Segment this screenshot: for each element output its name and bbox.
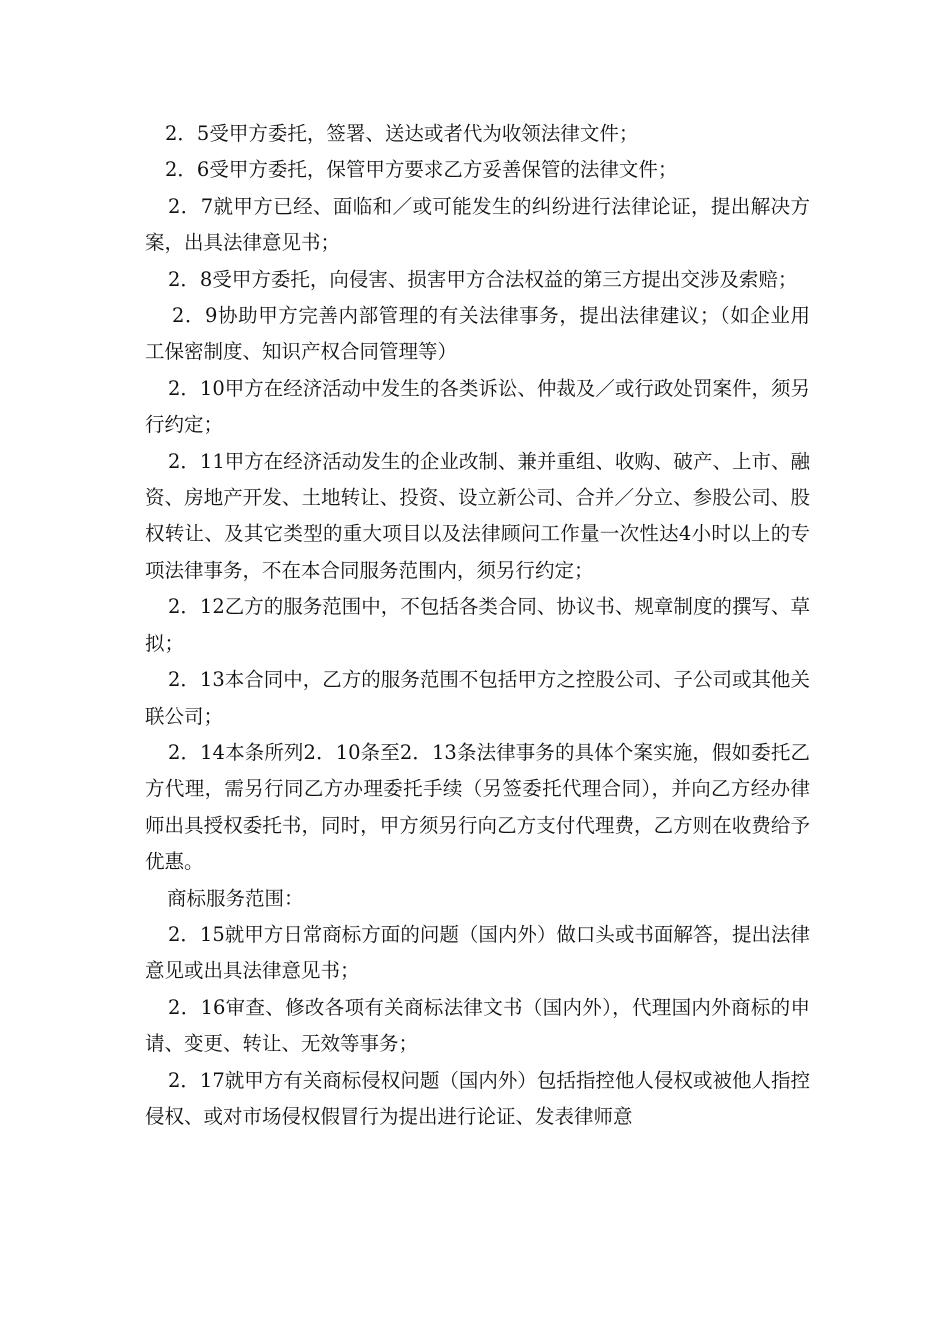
clause-2-12: 2．12乙方的服务范围中，不包括各类合同、协议书、规章制度的撰写、草拟； xyxy=(145,595,810,655)
clause-2-7: 2．7就甲方已经、面临和／或可能发生的纠纷进行法律论证，提出解决方案，出具法律意见书； xyxy=(145,194,810,255)
clause-2-8: 2．8受甲方委托，向侵害、损害甲方合法权益的第三方提出交涉及索赔； xyxy=(168,267,798,291)
clause-2-9: 2．9协助甲方完善内部管理的有关法律事务，提出法律建议；（如企业用工保密制度、知识产权合同管理等） xyxy=(145,304,810,364)
clause-2-5: 2．5受甲方委托，签署、送达或者代为收领法律文件； xyxy=(165,122,639,145)
clause-2-17: 2．17就甲方有关商标侵权问题（国内外）包括指控他人侵权或被他人指控侵权、或对市场侵权假冒行为提出进行论证、发表律师意 xyxy=(145,1068,810,1128)
document-body xyxy=(145,116,810,1135)
clause-2-14: 2．14本条所列2．10条至2．13条法律事务的具体个案实施，假如委托乙方代理，需另行同乙方办理委托手续（另签委托代理合同），并向乙方经办律师出具授权委托书，同时，甲方须另行向乙方支付代理费，乙方则在收费给予优惠。 xyxy=(145,740,810,874)
clause-2-13: 2．13本合同中，乙方的服务范围不包括甲方之控股公司、子公司或其他关联公司； xyxy=(145,668,810,728)
clause-2-15: 2．15就甲方日常商标方面的问题（国内外）做口头或书面解答，提出法律意见或出具法律意见书； xyxy=(145,922,810,983)
clause-2-16: 2．16审查、修改各项有关商标法律文书（国内外），代理国内外商标的申请、变更、转让、无效等事务； xyxy=(145,995,810,1056)
clause-2-11: 2．11甲方在经济活动发生的企业改制、兼并重组、收购、破产、上市、融资、房地产开发、土地转让、投资、设立新公司、合并／分立、参股公司、股权转让、及其它类型的重大项目以及法律顾问工作量一次性达4小时以上的专项法律事务，不在本合同服务范围内，须另行约定； xyxy=(145,449,810,582)
clause-2-10: 2．10甲方在经济活动中发生的各类诉讼、仲裁及／或行政处罚案件，须另行约定； xyxy=(145,376,810,437)
clause-2-6: 2．6受甲方委托，保管甲方要求乙方妥善保管的法律文件； xyxy=(165,158,678,182)
section-heading-trademark: 商标服务范围： xyxy=(167,886,304,910)
